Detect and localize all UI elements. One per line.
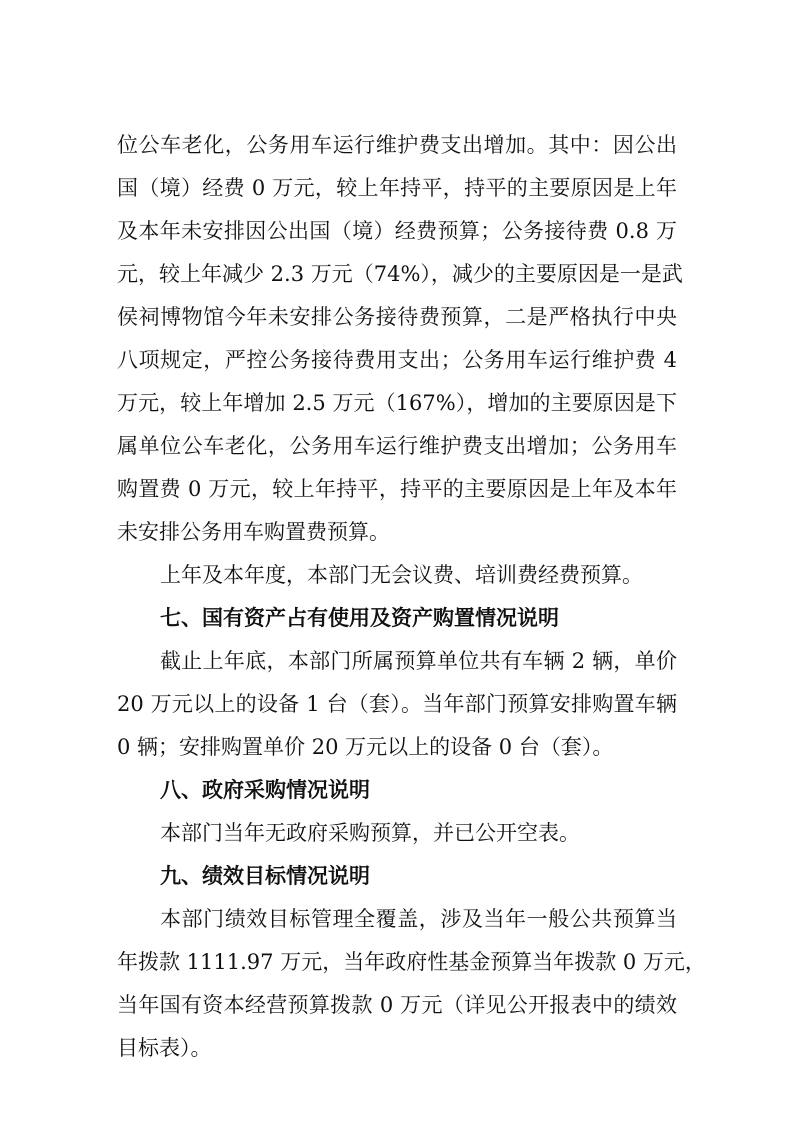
section-heading: 八、政府采购情况说明	[160, 778, 370, 802]
section-heading: 七、国有资产占有使用及资产购置情况说明	[160, 606, 559, 630]
paragraph-line: 属单位公车老化，公务用车运行维护费支出增加；公务用车	[117, 434, 677, 458]
paragraph-line: 目标表）。	[117, 1036, 212, 1060]
paragraph-line: 位公车老化，公务用车运行维护费支出增加。其中：因公出	[117, 133, 677, 157]
paragraph-line: 本部门当年无政府采购预算，并已公开空表。	[160, 821, 580, 845]
paragraph-line: 侯祠博物馆今年未安排公务接待费预算，二是严格执行中央	[117, 305, 677, 329]
paragraph-line: 当年国有资本经营预算拨款 0 万元（详见公开报表中的绩效	[117, 993, 677, 1017]
paragraph-line: 未安排公务用车购置费预算。	[117, 520, 390, 544]
paragraph-line: 元，较上年减少 2.3 万元（74%），减少的主要原因是一是武	[117, 262, 683, 286]
paragraph-line: 20 万元以上的设备 1 台（套）。当年部门预算安排购置车辆	[117, 692, 677, 716]
section-heading: 九、绩效目标情况说明	[160, 864, 370, 888]
paragraph-line: 截止上年底，本部门所属预算单位共有车辆 2 辆，单价	[160, 649, 677, 673]
paragraph-line: 上年及本年度，本部门无会议费、培训费经费预算。	[160, 563, 643, 587]
paragraph-line: 本部门绩效目标管理全覆盖，涉及当年一般公共预算当	[160, 907, 677, 931]
paragraph-line: 万元，较上年增加 2.5 万元（167%），增加的主要原因是下	[117, 391, 677, 415]
paragraph-line: 0 辆；安排购置单价 20 万元以上的设备 0 台（套）。	[117, 735, 614, 759]
paragraph-line: 八项规定，严控公务接待费用支出；公务用车运行维护费 4	[117, 348, 677, 372]
paragraph-line: 国（境）经费 0 万元，较上年持平，持平的主要原因是上年	[117, 176, 677, 200]
paragraph-line: 年拨款 1111.97 万元，当年政府性基金预算当年拨款 0 万元，	[117, 950, 706, 974]
paragraph-line: 购置费 0 万元，较上年持平，持平的主要原因是上年及本年	[117, 477, 677, 501]
paragraph-line: 及本年未安排因公出国（境）经费预算；公务接待费 0.8 万	[117, 219, 677, 243]
